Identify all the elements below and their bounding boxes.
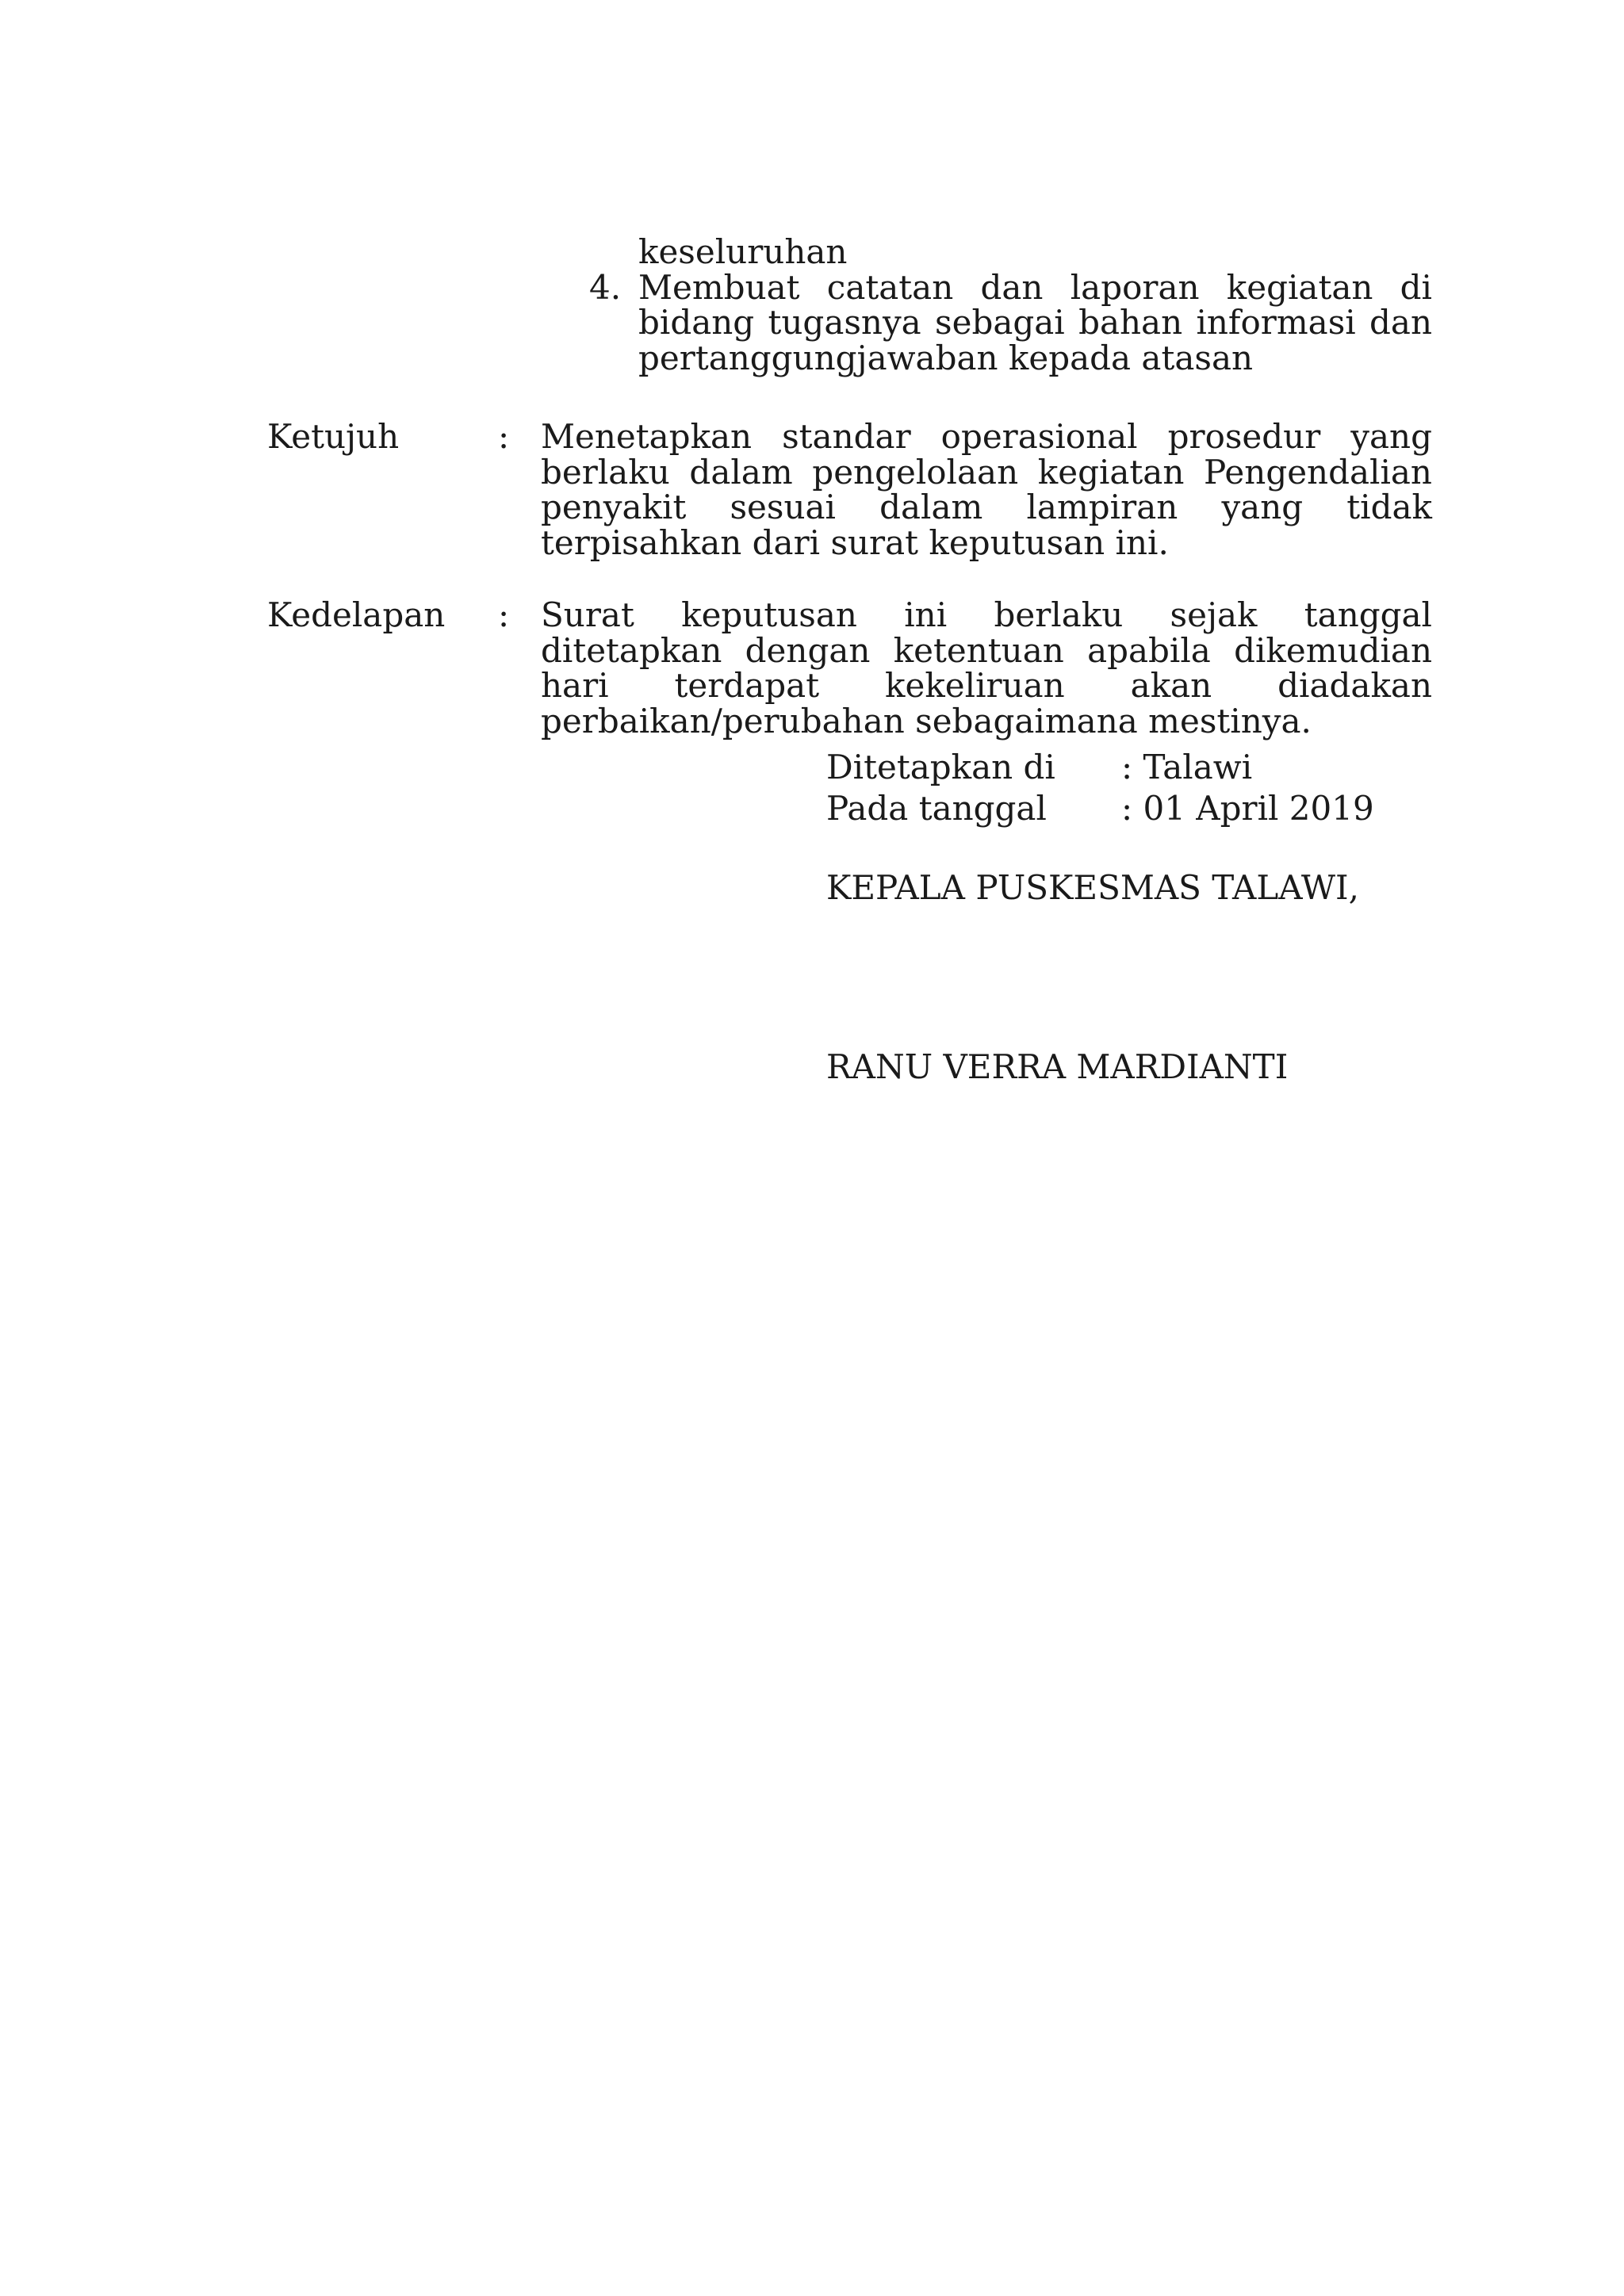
date-row xyxy=(826,791,1429,832)
article-kedelapan xyxy=(267,595,1432,740)
signatory-name: RANU VERRA MARDIANTI xyxy=(826,1047,1289,1086)
signatory-title: KEPALA PUSKESMAS TALAWI, xyxy=(826,868,1359,907)
list-item xyxy=(589,267,1432,377)
article-label: Ketujuh xyxy=(267,417,400,456)
article-colon: : xyxy=(498,595,510,634)
list-item-number: 4. xyxy=(589,267,622,307)
list-continuation-text: keseluruhan xyxy=(638,232,848,271)
place-value: : Talawi xyxy=(1121,748,1253,786)
date-label: Pada tanggal xyxy=(826,789,1047,828)
article-colon: : xyxy=(498,417,510,456)
numbered-list xyxy=(589,232,1432,377)
date-value: : 01 April 2019 xyxy=(1121,789,1374,828)
list-item-text: Membuat catatan dan laporan kegiatan di bidang tugasnya sebagai bahan informasi dan pertanggungjawaban kepada atasan xyxy=(638,267,1432,377)
place-label: Ditetapkan di xyxy=(826,748,1055,786)
signature-block xyxy=(826,748,1429,1086)
article-label: Kedelapan xyxy=(267,595,446,634)
place-row xyxy=(826,750,1429,791)
article-ketujuh xyxy=(267,419,1432,561)
article-text: Surat keputusan ini berlaku sejak tanggal ditetapkan dengan ketentuan apabila dikemudian hari terdapat kekeliruan akan diadakan perbaikan/perubahan sebagaimana mestinya. xyxy=(541,595,1432,740)
article-text: Menetapkan standar operasional prosedur yang berlaku dalam pengelolaan kegiatan Pengendalian penyakit sesuai dalam lampiran yang tidak terpisahkan dari surat keputusan ini. xyxy=(541,417,1432,562)
